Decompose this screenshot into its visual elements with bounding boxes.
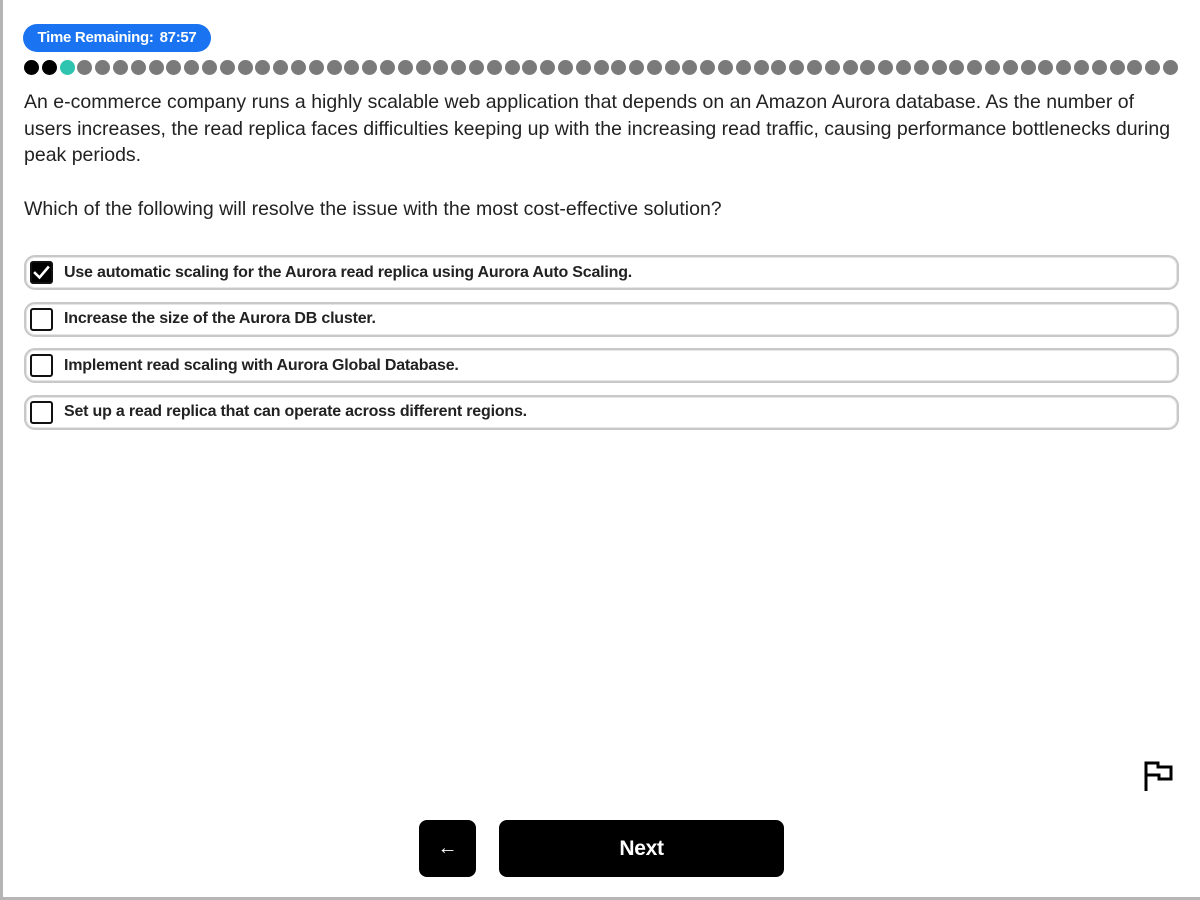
option-label: Use automatic scaling for the Aurora read replica using Aurora Auto Scaling.: [64, 263, 633, 281]
progress-dot-44[interactable]: [789, 60, 804, 75]
progress-dot-57[interactable]: [1021, 60, 1036, 75]
flag-icon: [1141, 758, 1175, 794]
next-button[interactable]: [499, 820, 784, 877]
progress-dot-47[interactable]: [843, 60, 858, 75]
progress-dot-22[interactable]: [398, 60, 413, 75]
progress-dot-36[interactable]: [647, 60, 662, 75]
progress-dot-61[interactable]: [1092, 60, 1107, 75]
progress-dot-8[interactable]: [149, 60, 164, 75]
progress-dot-31[interactable]: [558, 60, 573, 75]
progress-dot-28[interactable]: [505, 60, 520, 75]
checkbox[interactable]: [30, 261, 53, 284]
progress-dot-29[interactable]: [522, 60, 537, 75]
answer-option-2[interactable]: [24, 302, 1179, 337]
progress-dot-24[interactable]: [433, 60, 448, 75]
progress-dot-46[interactable]: [825, 60, 840, 75]
timer-label: Time Remaining:: [37, 29, 154, 46]
progress-dot-19[interactable]: [344, 60, 359, 75]
question-stem: An e-commerce company runs a highly scalable web application that depends on an Amazon Aurora database. As the number of users increases, the read replica faces difficulties keeping up with the increasing read traffic, causing performance bottlenecks during peak periods.: [24, 91, 1171, 166]
progress-dot-40[interactable]: [718, 60, 733, 75]
window-left-border: [0, 0, 3, 900]
progress-dot-38[interactable]: [682, 60, 697, 75]
progress-dot-10[interactable]: [184, 60, 199, 75]
answer-option-1[interactable]: [24, 255, 1179, 290]
progress-dot-16[interactable]: [291, 60, 306, 75]
progress-dot-2[interactable]: [42, 60, 57, 75]
progress-dot-23[interactable]: [416, 60, 431, 75]
progress-dot-18[interactable]: [327, 60, 342, 75]
progress-dot-34[interactable]: [611, 60, 626, 75]
progress-dot-60[interactable]: [1074, 60, 1089, 75]
flag-question-button[interactable]: [1141, 758, 1175, 794]
option-label: Implement read scaling with Aurora Global Database.: [64, 356, 459, 374]
progress-dot-33[interactable]: [594, 60, 609, 75]
progress-dot-59[interactable]: [1056, 60, 1071, 75]
checkbox[interactable]: [30, 308, 53, 331]
progress-dot-21[interactable]: [380, 60, 395, 75]
progress-dot-52[interactable]: [932, 60, 947, 75]
progress-dot-3[interactable]: [60, 60, 75, 75]
progress-dot-4[interactable]: [77, 60, 92, 75]
progress-dot-37[interactable]: [665, 60, 680, 75]
progress-dot-63[interactable]: [1127, 60, 1142, 75]
progress-dot-43[interactable]: [771, 60, 786, 75]
progress-dot-49[interactable]: [878, 60, 893, 75]
progress-dot-20[interactable]: [362, 60, 377, 75]
time-remaining-badge: [23, 24, 211, 52]
progress-dot-55[interactable]: [985, 60, 1000, 75]
progress-dot-45[interactable]: [807, 60, 822, 75]
progress-dot-65[interactable]: [1163, 60, 1178, 75]
progress-dot-39[interactable]: [700, 60, 715, 75]
progress-dot-12[interactable]: [220, 60, 235, 75]
arrow-left-icon: ←: [437, 837, 458, 859]
answer-options: [24, 255, 1179, 441]
option-label: Set up a read replica that can operate across different regions.: [64, 403, 527, 420]
back-button[interactable]: [419, 820, 476, 877]
question-prompt: Which of the following will resolve the issue with the most cost-effective solution?: [24, 197, 722, 220]
progress-dot-17[interactable]: [309, 60, 324, 75]
checkmark-icon: [33, 265, 50, 280]
progress-dot-13[interactable]: [238, 60, 253, 75]
progress-dot-50[interactable]: [896, 60, 911, 75]
progress-dot-9[interactable]: [166, 60, 181, 75]
progress-dot-53[interactable]: [949, 60, 964, 75]
progress-dot-42[interactable]: [754, 60, 769, 75]
answer-option-3[interactable]: [24, 348, 1179, 383]
progress-dot-14[interactable]: [255, 60, 270, 75]
answer-option-4[interactable]: [24, 395, 1179, 430]
next-label: Next: [619, 836, 664, 860]
progress-dot-58[interactable]: [1038, 60, 1053, 75]
checkbox[interactable]: [30, 401, 53, 424]
option-label: Increase the size of the Aurora DB cluster.: [64, 310, 376, 327]
progress-dot-1[interactable]: [24, 60, 39, 75]
progress-dot-6[interactable]: [113, 60, 128, 75]
progress-dot-35[interactable]: [629, 60, 644, 75]
progress-dot-27[interactable]: [487, 60, 502, 75]
progress-dot-11[interactable]: [202, 60, 217, 75]
question-progress-dots: [24, 60, 1181, 76]
question-block: [24, 89, 1174, 222]
progress-dot-15[interactable]: [273, 60, 288, 75]
progress-dot-62[interactable]: [1110, 60, 1125, 75]
timer-value: 87:57: [159, 29, 197, 46]
progress-dot-26[interactable]: [469, 60, 484, 75]
progress-dot-41[interactable]: [736, 60, 751, 75]
progress-dot-51[interactable]: [914, 60, 929, 75]
progress-dot-25[interactable]: [451, 60, 466, 75]
progress-dot-48[interactable]: [860, 60, 875, 75]
progress-dot-32[interactable]: [576, 60, 591, 75]
progress-dot-5[interactable]: [95, 60, 110, 75]
progress-dot-30[interactable]: [540, 60, 555, 75]
progress-dot-7[interactable]: [131, 60, 146, 75]
progress-dot-64[interactable]: [1145, 60, 1160, 75]
progress-dot-54[interactable]: [967, 60, 982, 75]
progress-dot-56[interactable]: [1003, 60, 1018, 75]
checkbox[interactable]: [30, 354, 53, 377]
